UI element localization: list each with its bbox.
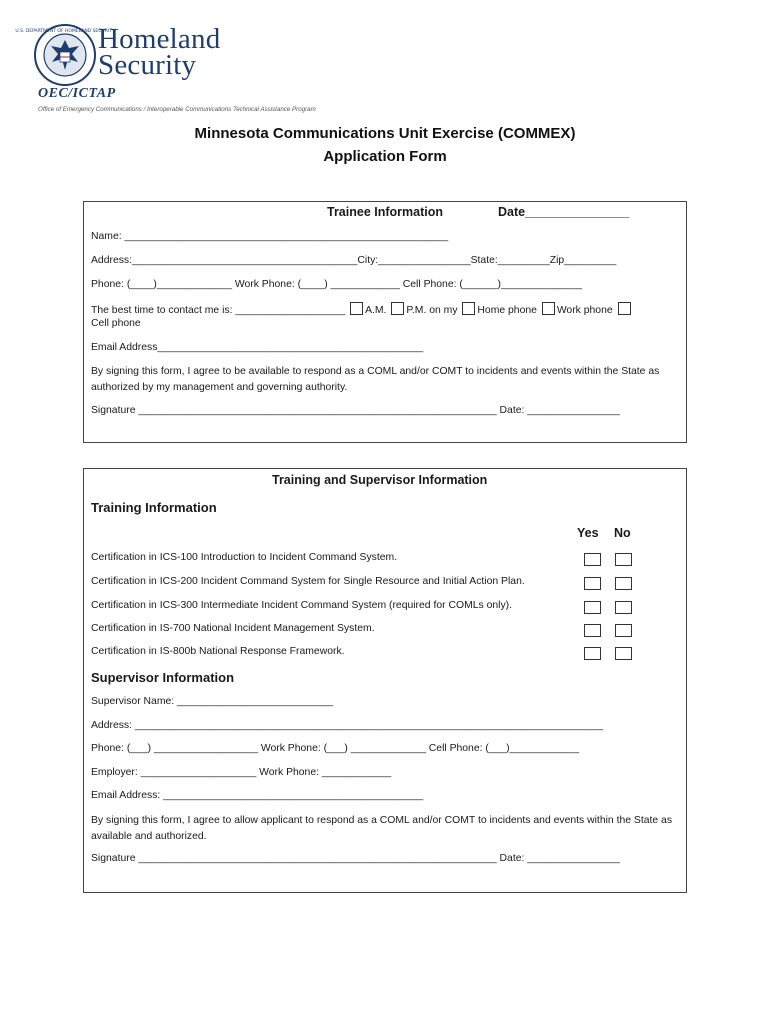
supervisor-email-field[interactable]: Email Address: _____________________________________________ (91, 790, 424, 801)
trainee-date-field[interactable]: Date_______________ (498, 205, 630, 219)
dhs-header (15, 23, 434, 119)
cell-phone-checkbox[interactable] (618, 302, 631, 315)
cert-ics300-yes-checkbox[interactable] (584, 601, 601, 614)
phone-field[interactable]: Phone: (____)_____________ Work Phone: (____) ____________ Cell Phone: (______)______________ (91, 279, 582, 290)
brand-line-1: Homeland (98, 23, 221, 55)
org-fullname: Office of Emergency Communications / Interoperable Communications Technical Assistance Program (38, 106, 316, 113)
training-supervisor-heading: Training and Supervisor Information (272, 473, 488, 487)
cell-phone-label: Cell phone (91, 318, 141, 329)
cert-ics100: Certification in ICS-100 Introduction to Incident Command System. (91, 552, 398, 563)
cert-ics300-no-checkbox[interactable] (615, 601, 632, 614)
best-time-row (91, 302, 633, 316)
cert-ics100-yes-checkbox[interactable] (584, 553, 601, 566)
brand-line-2: Security (98, 49, 197, 81)
cert-is800b: Certification in IS-800b National Response Framework. (91, 646, 345, 657)
cert-ics300: Certification in ICS-300 Intermediate Incident Command System (required for COMLs only). (91, 600, 512, 611)
cert-is700: Certification in IS-700 National Incident Management System. (91, 623, 375, 634)
am-checkbox[interactable] (350, 302, 363, 315)
svg-text:U.S. DEPARTMENT OF HOMELAND SE: U.S. DEPARTMENT OF HOMELAND SECURITY (15, 29, 115, 34)
name-field[interactable]: Name: ________________________________________________________ (91, 231, 449, 242)
cert-is800b-yes-checkbox[interactable] (584, 647, 601, 660)
pm-label: P.M. on my (406, 305, 458, 316)
trainee-heading: Trainee Information (327, 205, 443, 219)
supervisor-address-field[interactable]: Address: _________________________________________________________________________________ (91, 720, 603, 731)
home-phone-checkbox[interactable] (462, 302, 475, 315)
am-label: A.M. (365, 305, 387, 316)
work-phone-label: Work phone (556, 305, 613, 316)
email-field[interactable]: Email Address______________________________________________ (91, 342, 424, 353)
best-time-field[interactable]: The best time to contact me is: ___________________ (91, 305, 346, 316)
trainee-signature-field[interactable]: Signature ______________________________________________________________ Date: ________________ (91, 405, 620, 416)
supervisor-heading: Supervisor Information (91, 670, 235, 685)
pm-checkbox[interactable] (391, 302, 404, 315)
cert-is700-no-checkbox[interactable] (615, 624, 632, 637)
supervisor-agreement: By signing this form, I agree to allow applicant to respond as a COML and/or COMT to incidents and events within the State as available and authorized. (91, 815, 673, 842)
cert-ics100-no-checkbox[interactable] (615, 553, 632, 566)
address-field[interactable]: Address:_______________________________________City:________________State:_________Zip_________ (91, 255, 617, 266)
training-subheading: Training Information (91, 500, 217, 515)
cert-ics200: Certification in ICS-200 Incident Command System for Single Resource and Initial Action Plan. (91, 576, 525, 587)
no-column-label: No (614, 526, 631, 540)
yes-column-label: Yes (577, 526, 599, 540)
dhs-seal-icon (15, 24, 115, 86)
brand-name (98, 23, 221, 81)
cert-is700-yes-checkbox[interactable] (584, 624, 601, 637)
training-supervisor-section (83, 468, 687, 893)
cert-is800b-no-checkbox[interactable] (615, 647, 632, 660)
cert-ics200-yes-checkbox[interactable] (584, 577, 601, 590)
org-acronym: OEC/ICTAP (38, 86, 116, 101)
supervisor-signature-field[interactable]: Signature ______________________________________________________________ Date: ________________ (91, 853, 620, 864)
supervisor-phone-field[interactable]: Phone: (___) __________________ Work Phone: (___) _____________ Cell Phone: (___)____________ (91, 743, 579, 754)
cert-ics200-no-checkbox[interactable] (615, 577, 632, 590)
supervisor-employer-field[interactable]: Employer: ____________________ Work Phone: ____________ (91, 767, 392, 778)
home-phone-label: Home phone (477, 305, 537, 316)
trainee-info-section (83, 201, 687, 443)
work-phone-checkbox[interactable] (542, 302, 555, 315)
supervisor-name-field[interactable]: Supervisor Name: ___________________________ (91, 696, 334, 707)
form-title: Minnesota Communications Unit Exercise (COMMEX) (194, 125, 576, 142)
form-subtitle: Application Form (323, 148, 447, 165)
trainee-agreement: By signing this form, I agree to be available to respond as a COML and/or COMT to incidents and events within the State as authorized by my management and governing authority. (91, 366, 660, 393)
